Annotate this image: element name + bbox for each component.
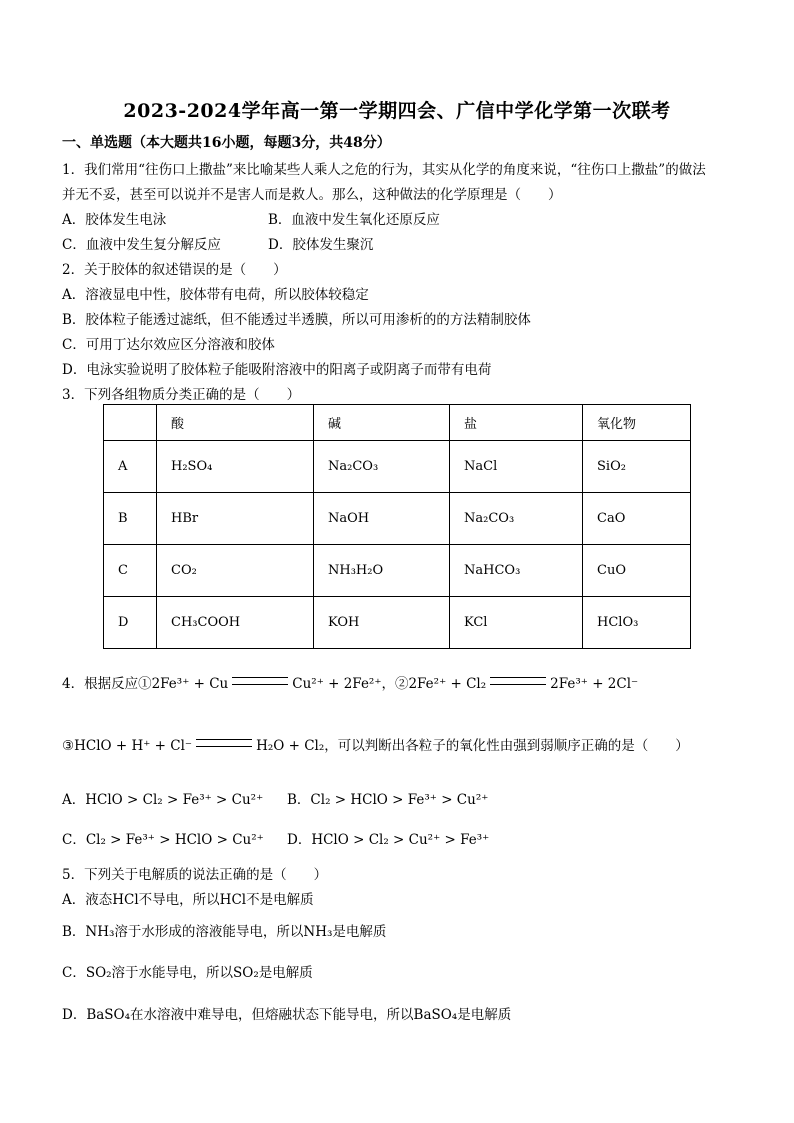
table-header-row: [104, 405, 691, 441]
q2-option-a: A．溶液显电中性，胶体带有电荷，所以胶体较稳定: [62, 287, 369, 303]
cell-base: Na₂CO₃: [314, 441, 450, 493]
equals-sign: [232, 677, 288, 685]
q4-reactions-line2: [62, 734, 689, 754]
q4-option-d: D．HClO > Cl₂ > Cu²⁺ > Fe³⁺: [287, 832, 490, 848]
cell-salt: KCl: [450, 597, 583, 649]
q1-option-b: B．血液中发生氧化还原反应: [268, 212, 440, 228]
q5-option-c: C．SO₂溶于水能导电，所以SO₂是电解质: [62, 965, 313, 981]
reaction1-left: 2Fe³⁺ + Cu: [151, 676, 229, 692]
table-row: [104, 493, 691, 545]
cell-salt: NaCl: [450, 441, 583, 493]
q4-option-a: A．HClO > Cl₂ > Fe³⁺ > Cu²⁺: [62, 792, 264, 808]
q1-stem-line2: 并无不妥，甚至可以说并不是害人而是救人。那么，这种做法的化学原理是（ ）: [62, 187, 562, 203]
classification-table: [103, 404, 691, 649]
equals-sign: [196, 739, 252, 747]
q1-option-c: C．血液中发生复分解反应: [62, 237, 221, 253]
cell-base: NaOH: [314, 493, 450, 545]
row-label: B: [104, 493, 157, 545]
q2-option-d: D．电泳实验说明了胶体粒子能吸附溶液中的阳离子或阴离子而带有电荷: [62, 362, 492, 378]
table-row: [104, 545, 691, 597]
cell-acid: CH₃COOH: [157, 597, 314, 649]
q1-option-a: A．胶体发生电泳: [62, 212, 167, 228]
reaction1-right: Cu²⁺ + 2Fe²⁺: [292, 676, 382, 692]
equals-sign: [490, 677, 546, 685]
q4-prefix: 4．根据反应①: [62, 676, 152, 692]
cell-oxide: CaO: [583, 493, 691, 545]
header-cell-salt: 盐: [450, 405, 583, 441]
cell-base: NH₃H₂O: [314, 545, 450, 597]
q4-option-b: B．Cl₂ > HClO > Fe³⁺ > Cu²⁺: [287, 792, 489, 808]
q4-r3-prefix: ③: [62, 738, 75, 754]
row-label: D: [104, 597, 157, 649]
q2-stem: 2．关于胶体的叙述错误的是（ ）: [62, 262, 287, 278]
cell-salt: Na₂CO₃: [450, 493, 583, 545]
q2-option-c: C．可用丁达尔效应区分溶液和胶体: [62, 337, 275, 353]
q5-option-b: B．NH₃溶于水形成的溶液能导电，所以NH₃是电解质: [62, 924, 387, 940]
header-cell-acid: 酸: [157, 405, 314, 441]
q1-option-d: D．胶体发生聚沉: [268, 237, 374, 253]
q4-question: ，可以判断出各粒子的氧化性由强到弱顺序正确的是（ ）: [324, 738, 689, 754]
cell-oxide: HClO₃: [583, 597, 691, 649]
q1-stem-line1: 1．我们常用“往伤口上撒盐”来比喻某些人乘人之危的行为，其实从化学的角度来说，“往伤口上撒盐”的做法: [62, 162, 706, 178]
q3-stem: 3．下列各组物质分类正确的是（ ）: [62, 387, 301, 403]
q4-option-c: C．Cl₂ > Fe³⁺ > HClO > Cu²⁺: [62, 832, 264, 848]
header-cell-oxide: 氧化物: [583, 405, 691, 441]
q2-option-b: B．胶体粒子能透过滤纸，但不能透过半透膜，所以可用渗析的的方法精制胶体: [62, 312, 531, 328]
row-label: C: [104, 545, 157, 597]
reaction3-left: HClO + H⁺ + Cl⁻: [74, 738, 193, 754]
exam-title: 2023-2024学年高一第一学期四会、广信中学化学第一次联考: [123, 100, 671, 122]
cell-acid: H₂SO₄: [157, 441, 314, 493]
table-row: [104, 597, 691, 649]
q5-option-d: D．BaSO₄在水溶液中难导电，但熔融状态下能导电，所以BaSO₄是电解质: [62, 1007, 512, 1023]
q5-option-a: A．液态HCl不导电，所以HCl不是电解质: [62, 892, 314, 908]
cell-acid: CO₂: [157, 545, 314, 597]
q4-separator: ，②: [381, 676, 409, 692]
cell-salt: NaHCO₃: [450, 545, 583, 597]
cell-oxide: SiO₂: [583, 441, 691, 493]
q5-stem: 5．下列关于电解质的说法正确的是（ ）: [62, 867, 328, 883]
cell-acid: HBr: [157, 493, 314, 545]
cell-base: KOH: [314, 597, 450, 649]
section-heading: 一、单选题（本大题共16小题，每题3分，共48分）: [62, 135, 391, 151]
row-label: A: [104, 441, 157, 493]
table-row: [104, 441, 691, 493]
header-cell-base: 碱: [314, 405, 450, 441]
header-cell: [104, 405, 157, 441]
reaction3-right: H₂O + Cl₂: [256, 738, 325, 754]
q4-reactions-line1: [62, 672, 638, 692]
cell-oxide: CuO: [583, 545, 691, 597]
reaction2-right: 2Fe³⁺ + 2Cl⁻: [550, 676, 639, 692]
reaction2-left: 2Fe²⁺ + Cl₂: [408, 676, 487, 692]
